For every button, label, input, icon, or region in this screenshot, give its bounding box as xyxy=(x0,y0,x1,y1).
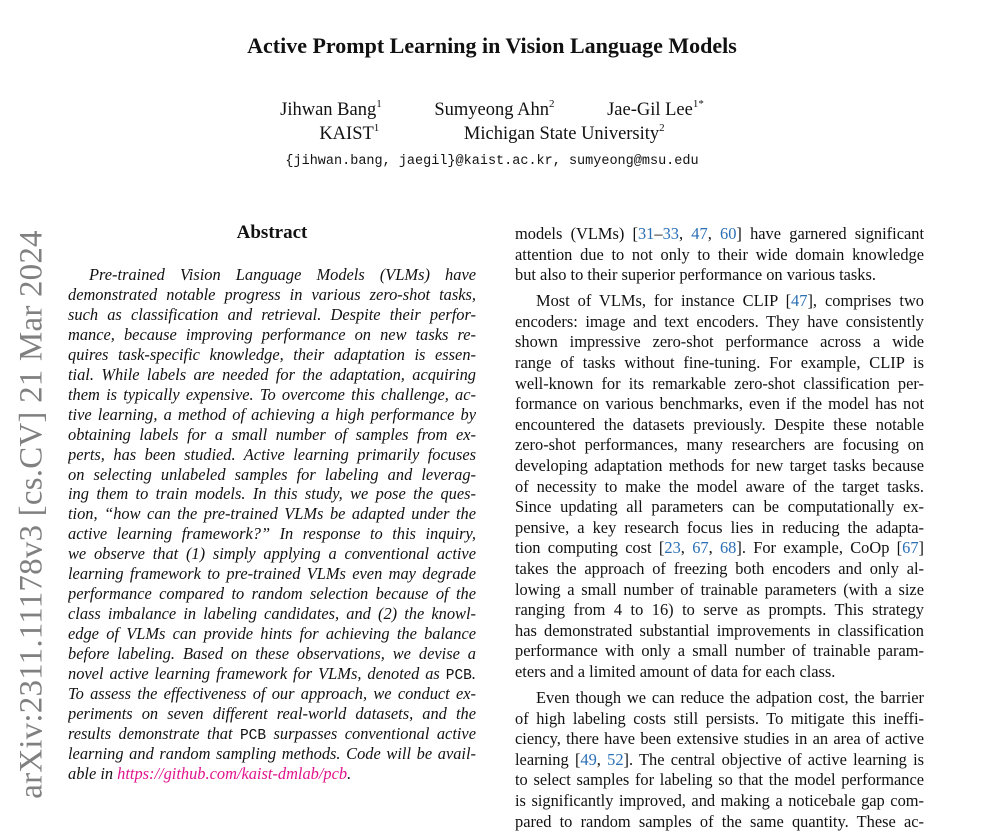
text-segment: ing them to train models. In this study, we pose the ques- xyxy=(68,484,476,504)
text-line xyxy=(68,584,476,604)
text-line xyxy=(68,664,476,684)
citation-link[interactable]: 47 xyxy=(791,291,808,311)
text-line xyxy=(68,405,476,425)
text-segment: tial. While labels are needed for the adaptation, acquiring xyxy=(68,364,476,384)
text-line xyxy=(515,265,924,286)
text-segment: formance on various benchmarks, even if the model has not xyxy=(515,394,924,414)
text-line xyxy=(515,662,924,683)
text-line xyxy=(68,724,476,744)
citation-link[interactable]: 31 xyxy=(637,224,655,243)
text-segment: we observe that (1) simply applying a conventional active xyxy=(68,544,476,564)
text-segment: lowing a small number of trainable parameters (with a size xyxy=(515,579,924,599)
text-segment: on selecting unlabeled samples for labeling and leverag- xyxy=(68,464,476,484)
text-segment: such as classification and retrieval. Despite their perfor- xyxy=(68,304,476,324)
text-line xyxy=(68,285,476,305)
text-segment: . xyxy=(347,763,352,783)
text-line xyxy=(515,580,924,601)
text-line xyxy=(68,704,476,724)
text-segment: ]. For example, CoOp [ xyxy=(736,538,903,558)
citation-link[interactable]: 33 xyxy=(662,224,679,243)
method-name: PCB xyxy=(445,668,472,685)
text-segment: ranging from 4 to 16) to serve as prompts. This strategy xyxy=(515,600,924,620)
text-segment: class imbalance in labeling candidates, and (2) the knowl- xyxy=(68,604,476,624)
text-segment: , xyxy=(596,749,608,769)
text-segment: them is typically expensive. To overcome this challenge, ac- xyxy=(68,384,476,404)
text-line xyxy=(68,385,476,405)
paragraph xyxy=(515,224,924,286)
text-line xyxy=(515,538,924,559)
text-segment: Most of VLMs, for instance CLIP [ xyxy=(536,291,792,311)
text-line xyxy=(515,770,924,791)
text-line xyxy=(515,291,924,312)
text-segment: encountered the datasets previously. Despite these notable xyxy=(515,414,924,434)
text-segment: , xyxy=(707,224,721,243)
abstract-body xyxy=(68,265,476,784)
text-line xyxy=(515,750,924,771)
text-segment: eters and a limited amount of data for each class. xyxy=(515,661,836,681)
paragraph xyxy=(515,291,924,682)
text-line xyxy=(68,544,476,564)
text-line xyxy=(515,518,924,539)
text-segment: ] xyxy=(918,538,924,558)
text-segment: takes the approach of freezing both encoders and only al- xyxy=(515,559,924,578)
text-segment: Pre-trained Vision Language Models (VLMs) have xyxy=(89,265,476,284)
text-segment: mance, because improving performance on new tasks re- xyxy=(68,324,476,344)
text-line xyxy=(68,524,476,544)
text-segment: demonstrated notable progress in various zero-shot tasks, xyxy=(68,284,476,304)
text-line xyxy=(515,224,924,245)
text-line xyxy=(515,791,924,812)
text-segment: quires task-specific knowledge, their adaptation is essen- xyxy=(68,344,476,364)
paragraph xyxy=(515,688,924,832)
text-line xyxy=(68,265,476,285)
citation-link[interactable]: 68 xyxy=(719,538,737,558)
affiliation: KAIST$^1$ xyxy=(319,122,380,144)
text-segment: performance compared to random selection because of the xyxy=(68,584,476,604)
citation-link[interactable]: 49 xyxy=(580,749,597,769)
text-line xyxy=(515,729,924,750)
text-segment: ] have garnered significant xyxy=(736,224,924,243)
text-line xyxy=(515,374,924,395)
author-emails: {jihwan.bang, jaegil}@kaist.ac.kr, sumyeong@msu.edu xyxy=(285,154,699,169)
citation-link[interactable]: 23 xyxy=(664,538,681,558)
text-segment: novel active learning framework for VLMs, denoted as xyxy=(68,664,446,684)
text-line xyxy=(68,305,476,325)
text-line xyxy=(515,394,924,415)
text-segment: to select samples for labeling so that the model performance xyxy=(515,770,924,790)
text-segment: tive learning, a method of achieving a high performance by xyxy=(68,404,476,424)
code-url-link[interactable]: https://github.com/kaist-dmlab/pcb xyxy=(117,763,348,783)
text-line xyxy=(515,312,924,333)
text-segment: zero-shot performances, many researchers are focusing on xyxy=(515,435,924,455)
text-line xyxy=(515,688,924,709)
author-name: Jae-Gil Lee$^{1*}$ xyxy=(607,98,704,120)
text-segment: – xyxy=(654,224,663,243)
text-line xyxy=(68,325,476,345)
text-line xyxy=(515,456,924,477)
text-segment: of high labeling costs still persists. To mitigate this ineffi- xyxy=(515,708,924,728)
text-line xyxy=(68,465,476,485)
text-line xyxy=(515,641,924,662)
text-segment: tion, “how can the pre-trained VLMs be adapted under the xyxy=(68,504,476,524)
citation-link[interactable]: 47 xyxy=(691,224,708,243)
text-line xyxy=(68,345,476,365)
text-line xyxy=(515,600,924,621)
text-segment: but also to their superior performance on various tasks. xyxy=(515,265,876,285)
author-name: Sumyeong Ahn$^2$ xyxy=(434,98,555,120)
text-segment: obtaining labels for a small number of samples from ex- xyxy=(68,424,476,444)
text-segment: perts, has been studied. Active learning primarily focuses xyxy=(68,444,476,464)
text-segment: Since updating all parameters can be computationally ex- xyxy=(515,497,924,517)
text-line xyxy=(68,564,476,584)
introduction-body xyxy=(515,224,924,838)
text-segment: before labeling. Based on these observations, we devise a xyxy=(68,644,476,664)
text-segment: ]. The central objective of active learning is xyxy=(623,749,924,769)
method-name: PCB xyxy=(239,727,267,744)
text-segment: active learning framework?” In response to this inquiry, xyxy=(68,524,476,544)
text-line xyxy=(68,644,476,664)
citation-link[interactable]: 67 xyxy=(692,538,709,558)
affiliation-list xyxy=(0,124,984,145)
text-segment: . xyxy=(471,664,476,684)
affiliation: Michigan State University$^2$ xyxy=(463,122,665,144)
text-segment: range of tasks without fine-tuning. For example, CLIP is xyxy=(515,353,924,373)
text-segment: Even though we can reduce the adpation cost, the barrier xyxy=(536,688,924,708)
text-segment: models (VLMs) [ xyxy=(515,224,638,243)
text-line xyxy=(515,812,924,833)
text-line xyxy=(515,332,924,353)
text-line xyxy=(515,353,924,374)
text-segment: To assess the effectiveness of our approach, we conduct ex- xyxy=(68,684,476,704)
text-line xyxy=(68,744,476,764)
text-segment: learning and random sampling methods. Code will be avail- xyxy=(68,743,476,763)
citation-link[interactable]: 67 xyxy=(902,538,919,558)
citation-link[interactable]: 52 xyxy=(607,749,624,769)
text-segment: of necessity to make the model aware of the target tasks. xyxy=(515,476,924,496)
text-segment: periments on seven different real-world datasets, and the xyxy=(68,703,476,723)
text-line xyxy=(515,477,924,498)
text-segment: ], comprises two xyxy=(807,291,924,311)
text-segment: , xyxy=(680,538,693,558)
text-segment: attention due to not only to their wide domain knowledge xyxy=(515,244,924,264)
text-segment: well-known for its remarkable zero-shot classification per- xyxy=(515,373,924,393)
text-line xyxy=(515,415,924,436)
text-line xyxy=(68,764,476,784)
text-line xyxy=(68,365,476,385)
text-segment: surpasses conventional active xyxy=(266,723,476,743)
abstract-heading: Abstract xyxy=(236,222,308,243)
text-line xyxy=(68,684,476,704)
text-segment: learning framework to pre-trained VLMs even may degrade xyxy=(68,564,476,584)
text-line xyxy=(68,504,476,524)
text-segment: edge of VLMs can provide hints for achieving the balance xyxy=(68,624,476,644)
text-segment: ciency, there have been extensive studies in an area of active xyxy=(515,729,924,749)
text-line xyxy=(68,484,476,504)
text-line xyxy=(68,624,476,644)
text-segment: shown impressive zero-shot performance across a wide xyxy=(515,332,924,352)
text-line xyxy=(515,559,924,580)
text-segment: pensive, a key research focus lies in reducing the adapta- xyxy=(515,517,924,537)
text-line xyxy=(515,497,924,518)
text-segment: performance with only a small number of trainable param- xyxy=(515,641,924,661)
text-segment: learning [ xyxy=(515,749,581,769)
text-line xyxy=(68,425,476,445)
text-segment: , xyxy=(708,538,720,558)
text-line xyxy=(515,621,924,642)
text-segment: has demonstrated substantial improvements in classification xyxy=(515,620,924,640)
author-name: Jihwan Bang$^1$ xyxy=(280,98,382,120)
text-line xyxy=(68,604,476,624)
text-segment: tion computing cost [ xyxy=(515,538,665,558)
text-segment: is significantly improved, and making a noticebale gap com- xyxy=(515,791,924,811)
author-list xyxy=(0,100,984,121)
text-line xyxy=(68,445,476,465)
text-segment: encoders: image and text encoders. They have consistently xyxy=(515,311,924,331)
text-segment: developing adaptation methods for new target tasks because xyxy=(515,456,924,476)
text-line xyxy=(515,245,924,266)
arxiv-identifier-stamp: arXiv:2311.11178v3 [cs.CV] 21 Mar 2024 xyxy=(13,230,50,799)
paper-title: Active Prompt Learning in Vision Language Models xyxy=(247,33,737,58)
text-segment: able in xyxy=(68,763,118,783)
text-segment: pared to random samples of the same quantity. These ac- xyxy=(515,811,924,831)
text-line xyxy=(515,709,924,730)
text-segment: results demonstrate that xyxy=(68,723,240,743)
text-segment: , xyxy=(678,224,692,243)
text-line xyxy=(515,435,924,456)
citation-link[interactable]: 60 xyxy=(720,224,737,243)
